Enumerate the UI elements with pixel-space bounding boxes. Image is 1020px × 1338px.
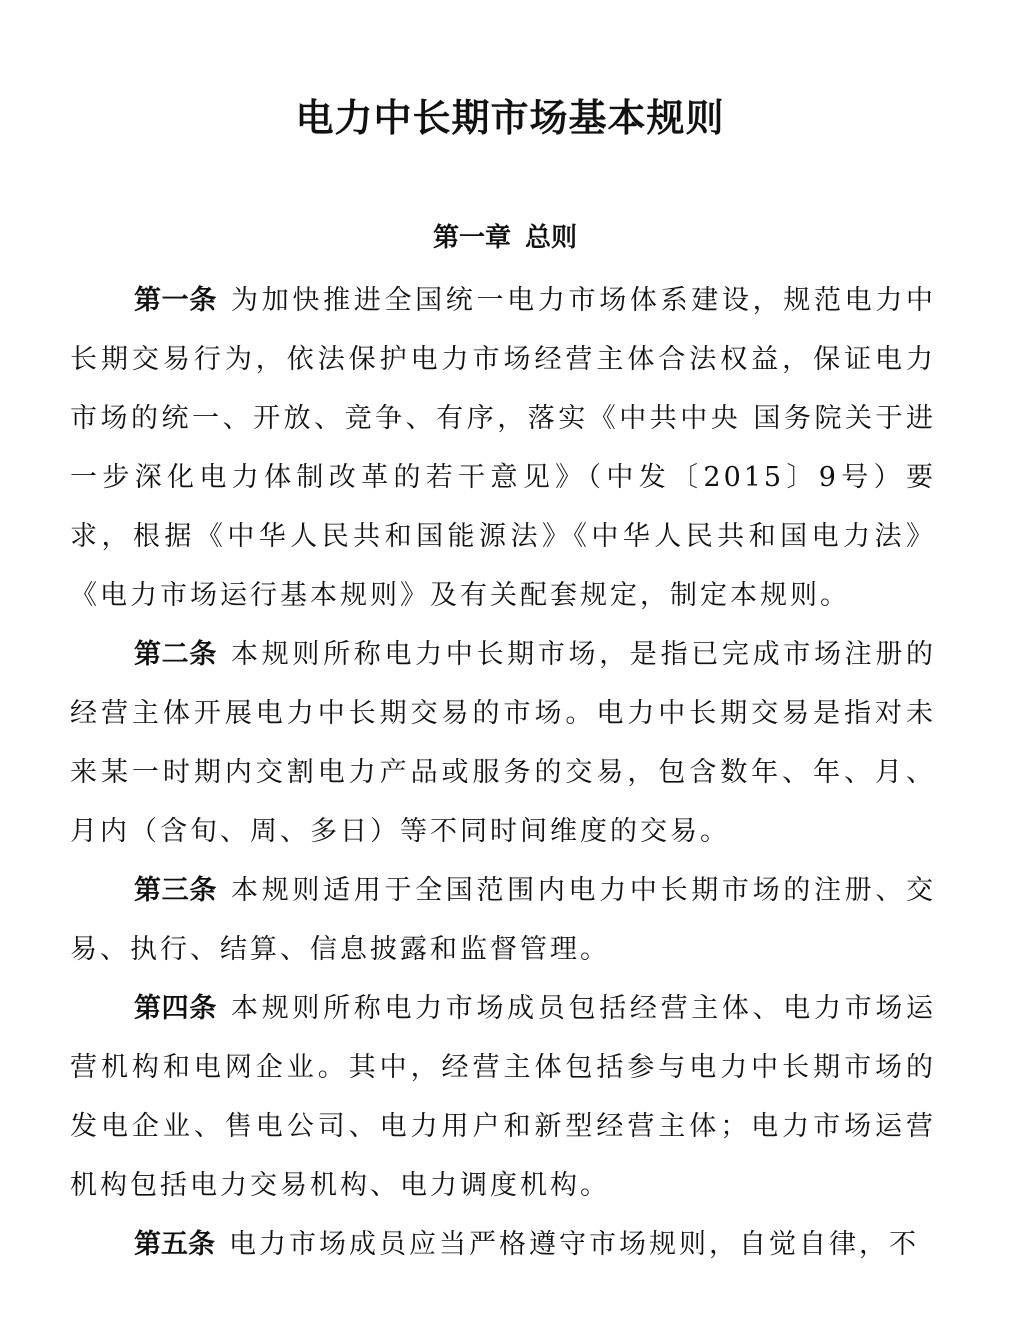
chapter-number: 第一章 [432, 223, 511, 253]
chapter-name: 总则 [525, 223, 578, 253]
article-text: 电力市场成员应当严格遵守市场规则，自觉自律，不 [229, 1229, 919, 1260]
article-number: 第五条 [134, 1229, 215, 1260]
article-number: 第一条 [134, 285, 218, 316]
article-number: 第二条 [134, 639, 218, 670]
chapter-heading [0, 218, 1010, 258]
article-text: 为加快推进全国统一电力市场体系建设，规范电力中长期交易行为，依法保护电力市场经营主体合法权益，保证电力市场的统一、开放、竞争、有序，落实《中共中央 国务院关于进一步深化电力体制改革的若干意见》（中发〔2015〕9号）要求，根据《中华人民共和国能源法》《中华人民共和国电力法》《电力市场运行基本规则》及有关配套规定，制定本规则。 [70, 285, 937, 611]
article-4 [70, 979, 936, 1215]
article-text: 本规则所称电力中长期市场，是指已完成市场注册的经营主体开展电力中长期交易的市场。电力中长期交易是指对未来某一时期内交割电力产品或服务的交易，包含数年、年、月、月内（含旬、周、多日）等不同时间维度的交易。 [70, 639, 937, 847]
article-text: 本规则适用于全国范围内电力中长期市场的注册、交易、执行、结算、信息披露和监督管理。 [70, 875, 937, 965]
article-5 [70, 1215, 936, 1274]
article-3 [70, 861, 936, 979]
article-text: 本规则所称电力市场成员包括经营主体、电力市场运营机构和电网企业。其中，经营主体包括参与电力中长期市场的发电企业、售电公司、电力用户和新型经营主体；电力市场运营机构包括电力交易机构、电力调度机构。 [70, 993, 937, 1201]
document-title: 电力中长期市场基本规则 [295, 96, 725, 140]
article-1 [70, 271, 936, 625]
article-number: 第四条 [134, 993, 218, 1024]
article-2 [70, 625, 936, 861]
document-body [70, 271, 936, 1274]
article-number: 第三条 [134, 875, 218, 906]
